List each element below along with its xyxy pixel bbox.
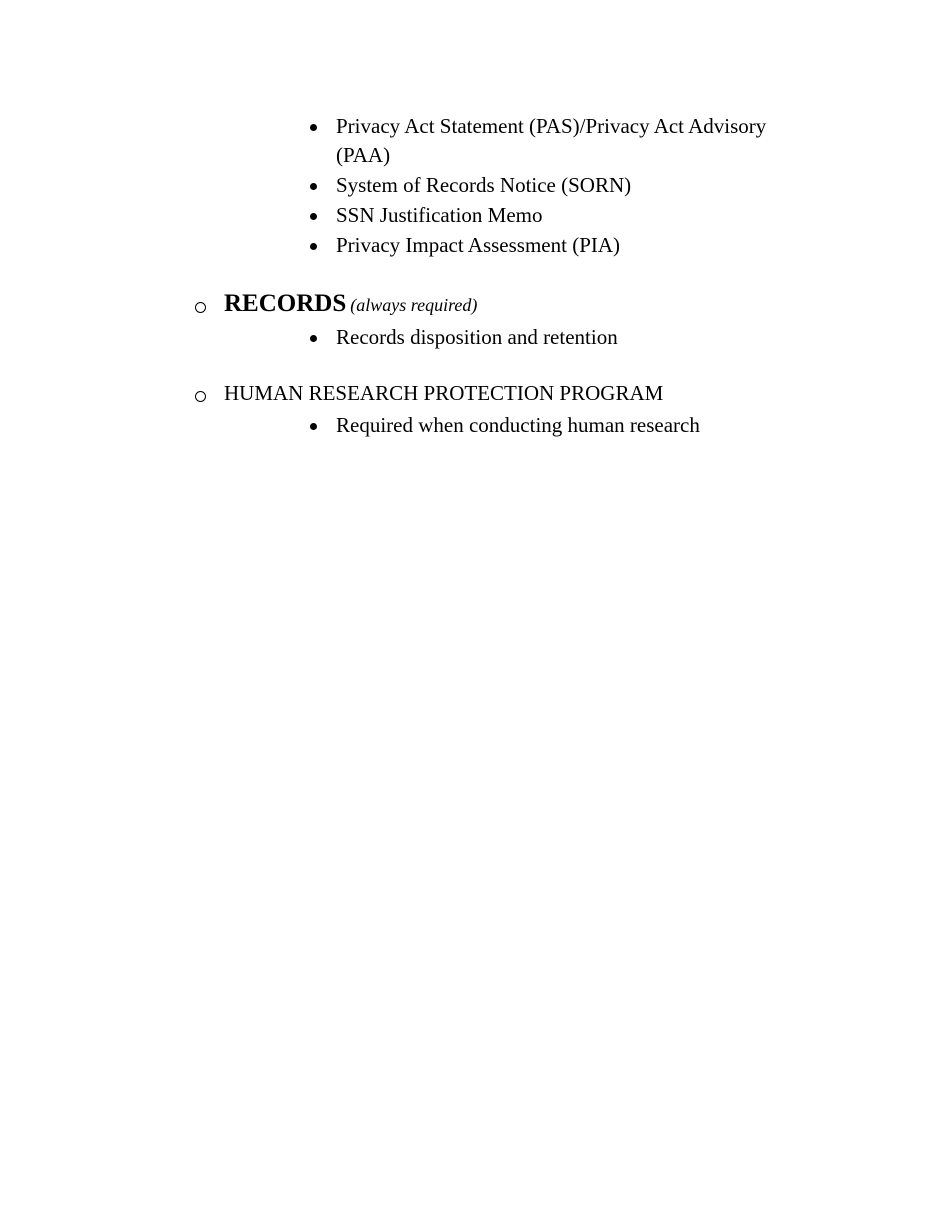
bullet-icon: [310, 243, 317, 250]
privacy-documents-list: [0, 112, 950, 261]
list-item-text: Records disposition and retention: [336, 325, 618, 349]
list-item: [0, 112, 796, 170]
list-item: [0, 171, 796, 200]
list-item-text: Privacy Act Statement (PAS)/Privacy Act Advisory (PAA): [336, 114, 767, 167]
records-list: [0, 323, 950, 353]
list-item: [0, 411, 796, 440]
records-heading: [224, 290, 477, 318]
records-title: RECORDS: [224, 290, 347, 317]
hollow-circle-icon: [195, 391, 206, 402]
bullet-icon: [310, 335, 317, 342]
hollow-circle-icon: [195, 302, 206, 313]
list-item-text: SSN Justification Memo: [336, 203, 543, 227]
list-item-text: Required when conducting human research: [336, 413, 700, 437]
list-item-text: Privacy Impact Assessment (PIA): [336, 233, 621, 257]
bullet-icon: [310, 183, 317, 190]
hrpp-list: [0, 411, 950, 441]
bullet-icon: [310, 423, 317, 430]
list-item: [0, 231, 796, 260]
hrpp-title: HUMAN RESEARCH PROTECTION PROGRAM: [224, 381, 664, 405]
list-item-text: System of Records Notice (SORN): [336, 173, 632, 197]
records-note: (always required): [350, 295, 478, 315]
bullet-icon: [310, 213, 317, 220]
list-item: [0, 323, 796, 352]
bullet-icon: [310, 124, 317, 131]
list-item: [0, 201, 796, 230]
